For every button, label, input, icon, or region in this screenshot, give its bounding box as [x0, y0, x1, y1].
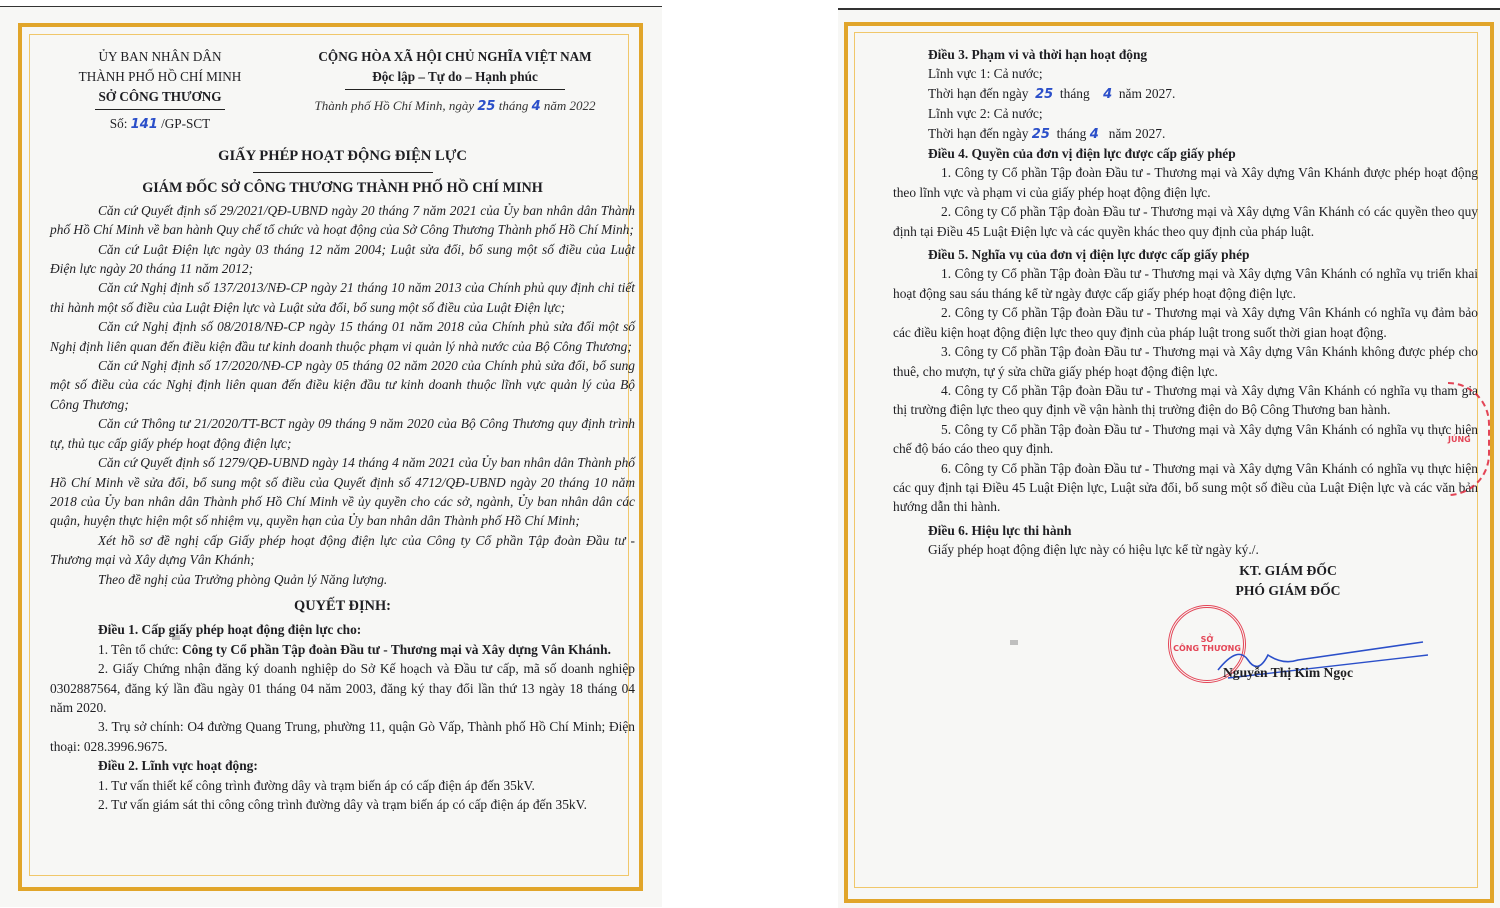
handwritten-day: 25	[477, 99, 496, 114]
issuing-agency	[50, 47, 270, 135]
article-5-heading: Điều 5. Nghĩa vụ của đơn vị điện lực được cấp giấy phép	[928, 247, 1250, 263]
article-4-item: 2. Công ty Cổ phần Tập đoàn Đầu tư - Thương mại và Xây dựng Vân Khánh có các quyền theo quy định tại Điều 45 Luật Điện lực và các quyền khác theo quy định của pháp luật.	[893, 204, 1478, 239]
scan-artifact	[1010, 640, 1018, 645]
article-1-item-1: 1. Tên tổ chức: Công ty Cổ phần Tập đoàn Đầu tư - Thương mại và Xây dựng Vân Khánh.	[98, 641, 611, 657]
divider	[95, 109, 225, 110]
article-5-item: 6. Công ty Cổ phần Tập đoàn Đầu tư - Thương mại và Xây dựng Vân Khánh có nghĩa vụ thực hiện các quy định tại Điều 45 Luật Điện lực, Luật sửa đổi, bổ sung một số điều của Luật Điện lực và các văn bản hướng dẫn thi hành.	[893, 460, 1478, 515]
issuing-authority: GIÁM ĐỐC SỞ CÔNG THƯƠNG THÀNH PHỐ HỒ CHÍ MINH	[142, 180, 543, 197]
term-1: Thời hạn đến ngày 25 tháng 4 năm 2027.	[928, 85, 1176, 102]
official-seal-stamp: SỞ CÔNG THƯƠNG	[1168, 605, 1246, 683]
term-2: Thời hạn đến ngày 25 tháng 4 năm 2027.	[928, 125, 1166, 142]
article-6-text: Giấy phép hoạt động điện lực này có hiệu lực kể từ ngày ký./.	[928, 542, 1259, 558]
divider	[253, 172, 433, 173]
agency-line-1: ỦY BAN NHÂN DÂN	[98, 49, 222, 64]
national-motto: Độc lập – Tự do – Hạnh phúc	[372, 69, 538, 84]
country-name: CỘNG HÒA XÃ HỘI CHỦ NGHĨA VIỆT NAM	[318, 49, 592, 64]
handwritten-day: 25	[1035, 86, 1054, 102]
article-1-item-3: 3. Trụ sở chính: O4 đường Quang Trung, phường 11, quận Gò Vấp, Thành phố Hồ Chí Minh; Điện thoại: 028.3996.9675.	[50, 719, 635, 754]
article-5-item: 2. Công ty Cổ phần Tập đoàn Đầu tư - Thương mại và Xây dựng Vân Khánh có nghĩa vụ đảm bảo các điều kiện hoạt động điện lực theo quy định của pháp luật trong suốt thời gian hoạt động.	[893, 305, 1478, 340]
document-title: GIẤY PHÉP HOẠT ĐỘNG ĐIỆN LỰC	[218, 148, 467, 164]
divider	[345, 89, 565, 90]
handwritten-month: 4	[531, 99, 541, 114]
place-date: Thành phố Hồ Chí Minh, ngày 25 tháng 4 năm 2022	[314, 98, 596, 114]
signer-title-2: PHÓ GIÁM ĐỐC	[1235, 583, 1341, 598]
article-6-heading: Điều 6. Hiệu lực thi hành	[928, 522, 1072, 538]
legal-basis: Căn cứ Nghị định số 17/2020/NĐ-CP ngày 05 tháng 02 năm 2020 của Chính phủ sửa đổi, bổ sung một số điều của các Nghị định liên quan đến điều kiện đầu tư kinh doanh thuộc lĩnh vực quản lý của Bộ Công Thương;	[50, 358, 635, 412]
legal-basis: Căn cứ Nghị định số 137/2013/NĐ-CP ngày 21 tháng 10 năm 2013 của Chính phủ quy định chi tiết thi hành một số điều của Luật Điện lực và Luật sửa đổi, bổ sung một số điều của Luật Điện lực;	[50, 280, 635, 315]
agency-line-2: THÀNH PHỐ HỒ CHÍ MINH	[78, 69, 242, 84]
page-1-content	[50, 47, 635, 814]
document-number: Số: 141 /GP-SCT	[109, 116, 211, 132]
article-5-item: 1. Công ty Cổ phần Tập đoàn Đầu tư - Thương mại và Xây dựng Vân Khánh có nghĩa vụ triển khai hoạt động sau sáu tháng kể từ ngày được cấp giấy phép hoạt động điện lực.	[893, 266, 1478, 301]
page-2-content	[893, 45, 1478, 560]
article-1-heading: Điều 1. Cấp giấy phép hoạt động điện lực cho:	[98, 622, 362, 638]
article-3-heading: Điều 3. Phạm vi và thời hạn hoạt động	[928, 47, 1148, 62]
signature-block	[1138, 561, 1438, 683]
legal-basis: Theo đề nghị của Trưởng phòng Quản lý Năng lượng.	[98, 571, 388, 587]
legal-bases	[50, 201, 635, 589]
legal-basis: Căn cứ Quyết định số 29/2021/QĐ-UBND ngày 20 tháng 7 năm 2021 của Ủy ban nhân dân Thành phố Hồ Chí Minh về ban hành Quy chế tổ chức và hoạt động của Sở Công Thương Thành phố Hồ Chí Minh;	[50, 202, 635, 238]
article-2-item: 1. Tư vấn thiết kế công trình đường dây và trạm biến áp có cấp điện áp đến 35kV.	[98, 777, 535, 793]
decision-heading: QUYẾT ĐỊNH:	[294, 597, 391, 614]
article-4-item: 1. Công ty Cổ phần Tập đoàn Đầu tư - Thương mại và Xây dựng Vân Khánh được phép hoạt động theo lĩnh vực và phạm vi của giấy phép hoạt động điện lực.	[893, 165, 1478, 200]
legal-basis: Căn cứ Quyết định số 1279/QĐ-UBND ngày 14 tháng 4 năm 2021 của Ủy ban nhân dân Thành phố Hồ Chí Minh về sửa đổi, bổ sung một số điều của Quyết định số 4712/QĐ-UBND ngày 20 tháng 10 năm 2018 của Ủy ban nhân dân Thành phố Hồ Chí Minh về ủy quyền cho các sở, ngành, Ủy ban nhân dân các quận, huyện thực hiện một số nhiệm vụ, quyền hạn của Ủy ban nhân dân Thành phố Hồ Chí Minh;	[50, 455, 635, 529]
handwritten-day: 25	[1031, 126, 1050, 142]
legal-basis: Căn cứ Thông tư 21/2020/TT-BCT ngày 09 tháng 9 năm 2020 của Bộ Công Thương quy định trình tự, thủ tục cấp giấy phép hoạt động điện lực;	[50, 416, 635, 451]
signer-title-1: KT. GIÁM ĐỐC	[1239, 563, 1337, 578]
article-1-item-2: 2. Giấy Chứng nhận đăng ký doanh nghiệp do Sở Kế hoạch và Đầu tư cấp, mã số doanh nghiệp 0302887564, đăng ký lần đầu ngày 01 tháng 04 năm 2003, đăng ký thay đổi lần thứ 13 ngày 18 tháng 04 năm 2020.	[50, 661, 635, 715]
article-5-item: 4. Công ty Cổ phần Tập đoàn Đầu tư - Thương mại và Xây dựng Vân Khánh có nghĩa vụ tham gia thị trường điện lực theo quy định về vận hành thị trường điện do Bộ Công Thương ban hành.	[893, 382, 1478, 418]
article-4-heading: Điều 4. Quyền của đơn vị điện lực được cấp giấy phép	[928, 146, 1236, 162]
article-2-item: 2. Tư vấn giám sát thi công công trình đường dây và trạm biến áp có cấp điện áp đến 35kV.	[98, 797, 587, 812]
legal-basis: Căn cứ Nghị định số 08/2018/NĐ-CP ngày 15 tháng 01 năm 2018 của Chính phủ sửa đổi một số Nghị định liên quan đến điều kiện đầu tư kinh doanh thuộc phạm vi quản lý nhà nước của Bộ Công Thương;	[50, 319, 635, 354]
article-2-heading: Điều 2. Lĩnh vực hoạt động:	[98, 758, 258, 774]
agency-line-3: SỞ CÔNG THƯƠNG	[98, 89, 222, 104]
organization-name: Công ty Cổ phần Tập đoàn Đầu tư - Thương mại và Xây dựng Vân Khánh.	[182, 641, 611, 657]
national-title	[275, 47, 635, 135]
document-page-2	[838, 8, 1500, 908]
article-5-item: 3. Công ty Cổ phần Tập đoàn Đầu tư - Thương mại và Xây dựng Vân Khánh không được phép cho thuê, cho mượn, tự ý sửa chữa giấy phép hoạt động điện lực.	[893, 344, 1478, 379]
handwritten-month: 4	[1103, 86, 1113, 102]
scope-field-2: Lĩnh vực 2: Cả nước;	[928, 106, 1043, 122]
document-header	[50, 47, 635, 135]
handwritten-number: 141	[130, 117, 158, 132]
seal-stamp-partial: JÚNG	[1448, 382, 1490, 496]
document-page-1	[0, 6, 662, 907]
legal-basis: Xét hồ sơ đề nghị cấp Giấy phép hoạt động điện lực của Công ty Cổ phần Tập đoàn Đầu tư - Thương mại và Xây dựng Vân Khánh;	[50, 532, 635, 568]
handwritten-month: 4	[1089, 126, 1099, 142]
article-5-item: 5. Công ty Cổ phần Tập đoàn Đầu tư - Thương mại và Xây dựng Vân Khánh có nghĩa vụ thực hiện chế độ báo cáo theo quy định.	[893, 421, 1478, 457]
signer-name: Nguyễn Thị Kim Ngọc	[1222, 665, 1354, 680]
scope-field-1: Lĩnh vực 1: Cả nước;	[928, 66, 1043, 82]
legal-basis: Căn cứ Luật Điện lực ngày 03 tháng 12 năm 2004; Luật sửa đổi, bổ sung một số điều của Luật Điện lực ngày 20 tháng 11 năm 2012;	[50, 241, 635, 277]
